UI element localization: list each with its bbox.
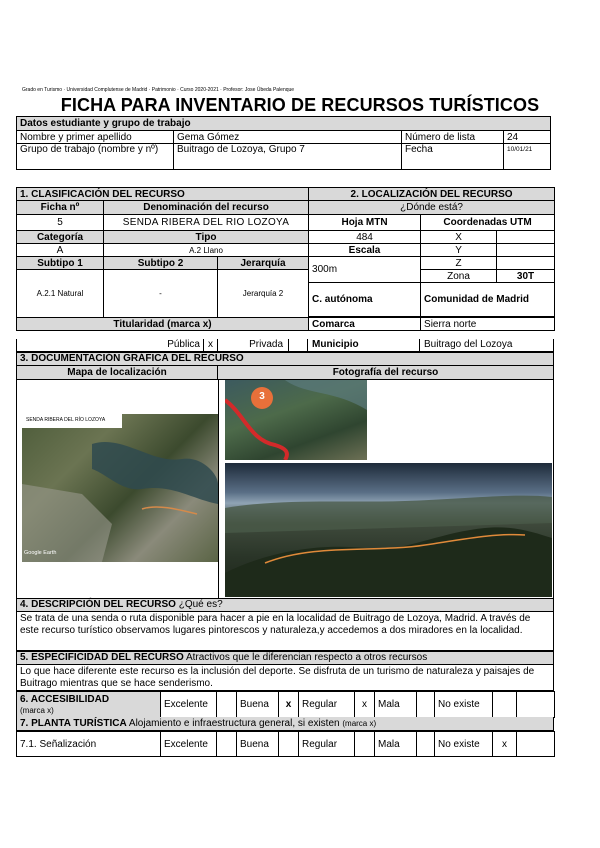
acc-excelente-mark[interactable] (217, 692, 237, 718)
documentation-section-title: 3. DOCUMENTACIÓN GRÁFICA DEL RECURSO (16, 352, 554, 366)
classification-location-table (16, 187, 555, 331)
comarca-value[interactable]: Sierra norte (421, 318, 555, 331)
group-value[interactable]: Buitrago de Lozoya, Grupo 7 (174, 144, 402, 170)
zona-label: Zona (421, 270, 497, 283)
classification-section-title: 1. CLASIFICACIÓN DEL RECURSO (17, 188, 309, 201)
subtipo1-value[interactable]: A.2.1 Natural (17, 270, 104, 318)
date-label: Fecha (402, 144, 504, 170)
acc-buena-label: Buena (237, 692, 279, 718)
map-watermark: Google Earth (24, 550, 57, 556)
comarca-label: Comarca (309, 318, 421, 331)
sen-buena-mark[interactable] (279, 732, 299, 757)
planta-note: (marca x) (342, 719, 377, 728)
publica-label: Pública (167, 339, 200, 350)
jerarquia-value[interactable]: Jerarquía 2 (218, 270, 309, 318)
hoja-mtn-value[interactable]: 484 (309, 231, 421, 244)
page-title: FICHA PARA INVENTARIO DE RECURSOS TURÍSTICOS (60, 95, 540, 115)
specificity-section-title: 5. ESPECIFICIDAD DEL RECURSO (20, 652, 184, 663)
titularidad-label: Titularidad (marca x) (17, 318, 309, 331)
planta-header (16, 717, 554, 731)
description-header (16, 598, 554, 612)
photo-label: Fotografía del recurso (218, 366, 554, 380)
ficha-value[interactable]: 5 (17, 215, 104, 231)
denominacion-value[interactable]: SENDA RIBERA DEL RIO LOZOYA (104, 215, 309, 231)
privada-label: Privada (249, 339, 283, 350)
publica-mark[interactable]: x (203, 339, 218, 352)
location-section-title: 2. LOCALIZACIÓN DEL RECURSO (309, 188, 555, 201)
planta-section-title: 7. PLANTA TURÍSTICA (20, 718, 127, 729)
municipio-value[interactable]: Buitrago del Lozoya (420, 339, 554, 352)
utm-y-label: Y (421, 244, 497, 257)
map-label: Mapa de localización (16, 366, 218, 380)
accessibility-table (16, 691, 555, 718)
location-question: ¿Dónde está? (309, 201, 555, 215)
photo-marker: 3 (259, 391, 265, 402)
hoja-mtn-label: Hoja MTN (309, 215, 421, 231)
utm-label: Coordenadas UTM (421, 215, 555, 231)
acc-regular-mark[interactable]: x (355, 692, 375, 718)
utm-z-value[interactable] (497, 257, 555, 270)
group-label: Grupo de trabajo (nombre y nº) (17, 144, 174, 170)
accessibility-header (17, 692, 161, 718)
location-map (22, 414, 218, 562)
landscape-graphic (225, 463, 552, 597)
privada-mark[interactable] (288, 339, 308, 352)
utm-x-value[interactable] (497, 231, 555, 244)
municipio-label: Municipio (308, 339, 420, 352)
list-label: Número de lista (402, 131, 504, 144)
zona-value[interactable]: 30T (497, 270, 555, 283)
subtipo2-label: Subtipo 2 (104, 257, 218, 270)
student-section-title: Datos estudiante y grupo de trabajo (17, 117, 551, 131)
aerial-photo (225, 380, 367, 460)
sen-regular-label: Regular (299, 732, 355, 757)
ca-label: C. autónoma (309, 283, 421, 317)
acc-excelente-label: Excelente (161, 692, 217, 718)
map-graphic (22, 414, 218, 562)
acc-regular-label: Regular (299, 692, 355, 718)
utm-z-label: Z (421, 257, 497, 270)
aerial-graphic (225, 380, 367, 460)
subtipo2-value[interactable]: - (104, 270, 218, 318)
acc-mala-label: Mala (375, 692, 417, 718)
specificity-header (16, 651, 554, 665)
senalizacion-label: 7.1. Señalización (17, 732, 161, 757)
student-table (16, 116, 551, 170)
course-line: Grado en Turismo · Universidad Complutense de Madrid · Patrimonio · Curso 2020-2021 · Profesor: Jose Úbeda Palenque (22, 87, 295, 93)
description-text[interactable]: Se trata de una senda o ruta disponible para hacer a pie en la localidad de Buitrago de Lozoya, Madrid. A través de este recurso turístico observamos lugares pintorescos y naturaleza,y accedemos a dos miradores en la localidad. (16, 612, 554, 651)
subtipo1-label: Subtipo 1 (17, 257, 104, 270)
acc-buena-mark[interactable]: x (279, 692, 299, 718)
sen-no-existe-mark[interactable]: x (493, 732, 517, 757)
ca-value[interactable]: Comunidad de Madrid (421, 283, 555, 317)
planta-table (16, 731, 555, 757)
ficha-label: Ficha nº (17, 201, 104, 215)
specificity-subtitle: Atractivos que le diferencian respecto a otros recursos (185, 652, 428, 663)
categoria-label: Categoría (17, 231, 104, 244)
escala-value[interactable]: 300m (309, 257, 421, 283)
sen-buena-label: Buena (237, 732, 279, 757)
sen-excelente-mark[interactable] (217, 732, 237, 757)
sen-mala-mark[interactable] (417, 732, 435, 757)
tipo-value[interactable]: A.2 Llano (104, 244, 309, 257)
landscape-photo (225, 463, 552, 597)
titularidad-row (16, 339, 554, 352)
acc-mala-mark[interactable] (417, 692, 435, 718)
denominacion-label: Denominación del recurso (104, 201, 309, 215)
description-section-title: 4. DESCRIPCIÓN DEL RECURSO (20, 599, 176, 610)
description-question: ¿Qué es? (178, 599, 223, 610)
jerarquia-label: Jerarquía (218, 257, 309, 270)
name-value[interactable]: Gema Gómez (174, 131, 402, 144)
acc-no-existe-mark[interactable] (493, 692, 517, 718)
acc-no-existe-label: No existe (435, 692, 493, 718)
accessibility-note: (marca x) (20, 705, 54, 715)
sen-no-existe-label: No existe (435, 732, 493, 757)
utm-y-value[interactable] (497, 244, 555, 257)
planta-subtitle: Alojamiento e infraestructura general, si existen (128, 718, 340, 729)
tipo-label: Tipo (104, 231, 309, 244)
map-caption: SENDA RIBERA DEL RÍO LOZOYA (26, 417, 106, 423)
utm-x-label: X (421, 231, 497, 244)
sen-mala-label: Mala (375, 732, 417, 757)
list-value[interactable]: 24 (504, 131, 551, 144)
date-value[interactable]: 10/01/21 (504, 144, 551, 170)
specificity-text[interactable]: Lo que hace diferente este recurso es la inclusión del deporte. Se disfruta de un turismo de naturaleza y paisajes de Buitrago mientras que se hace senderismo. (16, 665, 554, 691)
escala-label: Escala (309, 244, 421, 257)
categoria-value[interactable]: A (17, 244, 104, 257)
sen-excelente-label: Excelente (161, 732, 217, 757)
sen-regular-mark[interactable] (355, 732, 375, 757)
accessibility-section-title: 6. ACCESIBILIDAD (20, 693, 110, 705)
name-label: Nombre y primer apellido (17, 131, 174, 144)
